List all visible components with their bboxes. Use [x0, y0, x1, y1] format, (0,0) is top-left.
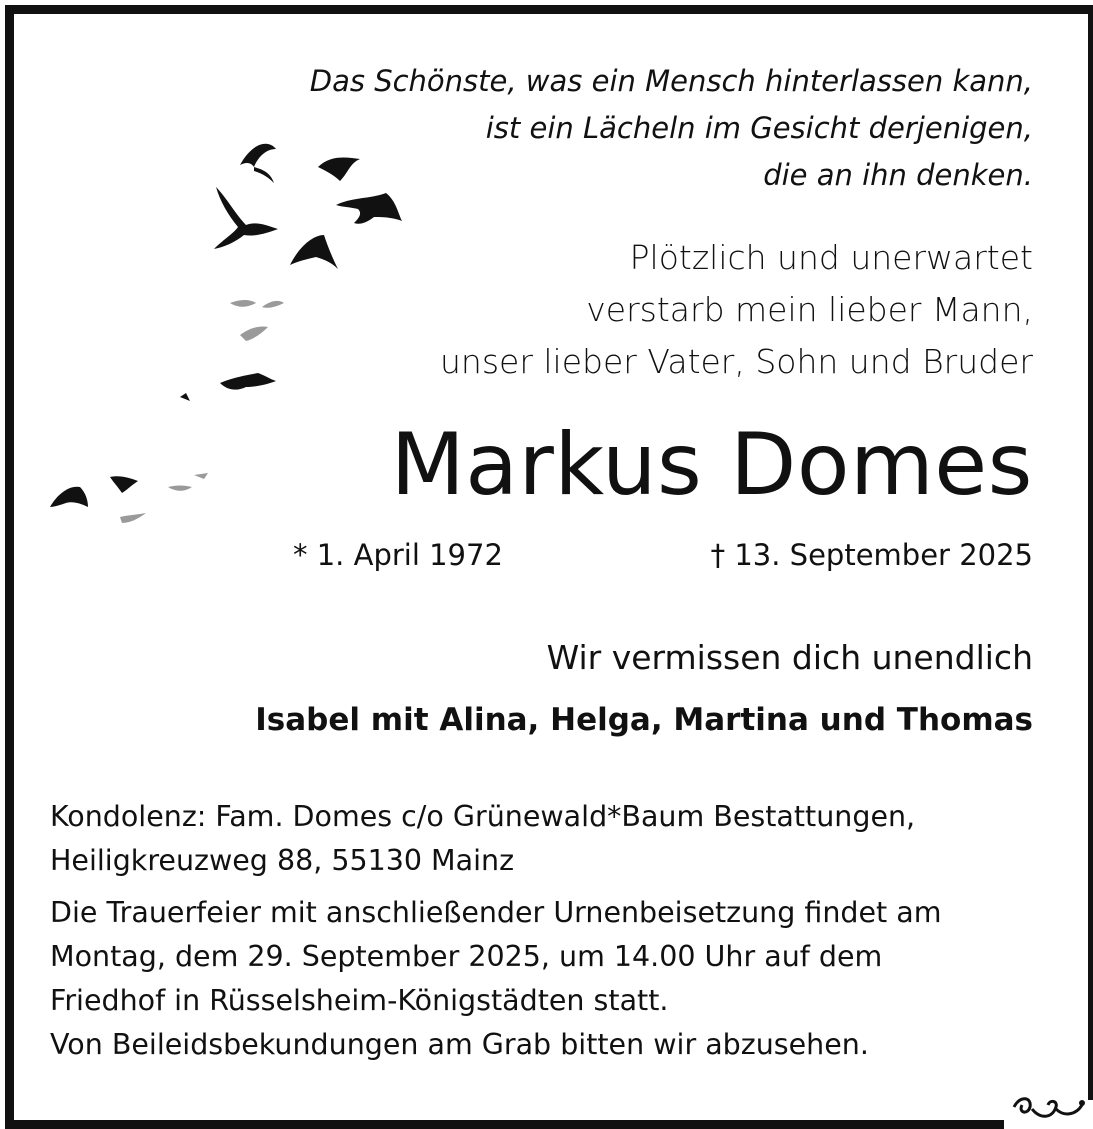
flying-bird-icon [50, 487, 88, 507]
flying-bird-icon [168, 486, 192, 491]
quote-line: ist ein Lächeln im Gesicht derjenigen, [485, 111, 1033, 145]
farewell-line: Wir vermissen dich unendlich [546, 638, 1033, 677]
condolence-line: Kondolenz: Fam. Domes c/o Grünewald*Baum Bestattungen, [50, 800, 916, 833]
flying-bird-icon [230, 300, 284, 308]
mourners-names: Isabel mit Alina, Helga, Martina und Thomas [255, 702, 1033, 738]
intro-line: verstarb mein lieber Mann, [586, 290, 1033, 329]
flying-bird-icon [240, 144, 276, 183]
funeral-line: Von Beileidsbekundungen am Grab bitten wir abzusehen. [50, 1028, 869, 1061]
death-date: † 13. September 2025 [710, 538, 1033, 572]
flying-bird-icon [290, 235, 338, 269]
scroll-ornament-icon [1010, 1093, 1086, 1121]
memorial-quote [310, 58, 1033, 199]
intro-line: unser lieber Vater, Sohn und Bruder [440, 342, 1033, 381]
condolence-address [50, 795, 1040, 883]
quote-line: Das Schönste, was ein Mensch hinterlassen kann, [309, 64, 1033, 98]
flying-bird-icon [120, 513, 146, 523]
deceased-name: Markus Domes [390, 415, 1033, 515]
funeral-line: Montag, dem 29. September 2025, um 14.00 Uhr auf dem [50, 940, 883, 973]
flying-bird-icon [220, 373, 276, 390]
birth-date: * 1. April 1972 [293, 538, 503, 572]
flying-bird-icon [214, 187, 278, 249]
funeral-line: Die Trauerfeier mit anschließender Urnenbeisetzung findet am [50, 896, 942, 929]
funeral-line: Friedhof in Rüsselsheim-Königstädten statt. [50, 984, 669, 1017]
flying-bird-icon [240, 326, 268, 341]
death-announcement [440, 232, 1033, 388]
quote-line: die an ihn denken. [763, 158, 1033, 192]
flying-bird-icon [110, 476, 138, 493]
flying-bird-icon [194, 473, 208, 479]
condolence-line: Heiligkreuzweg 88, 55130 Mainz [50, 844, 515, 877]
flying-bird-icon [180, 393, 190, 401]
intro-line: Plötzlich und unerwartet [629, 238, 1033, 277]
funeral-details [50, 891, 1040, 1067]
